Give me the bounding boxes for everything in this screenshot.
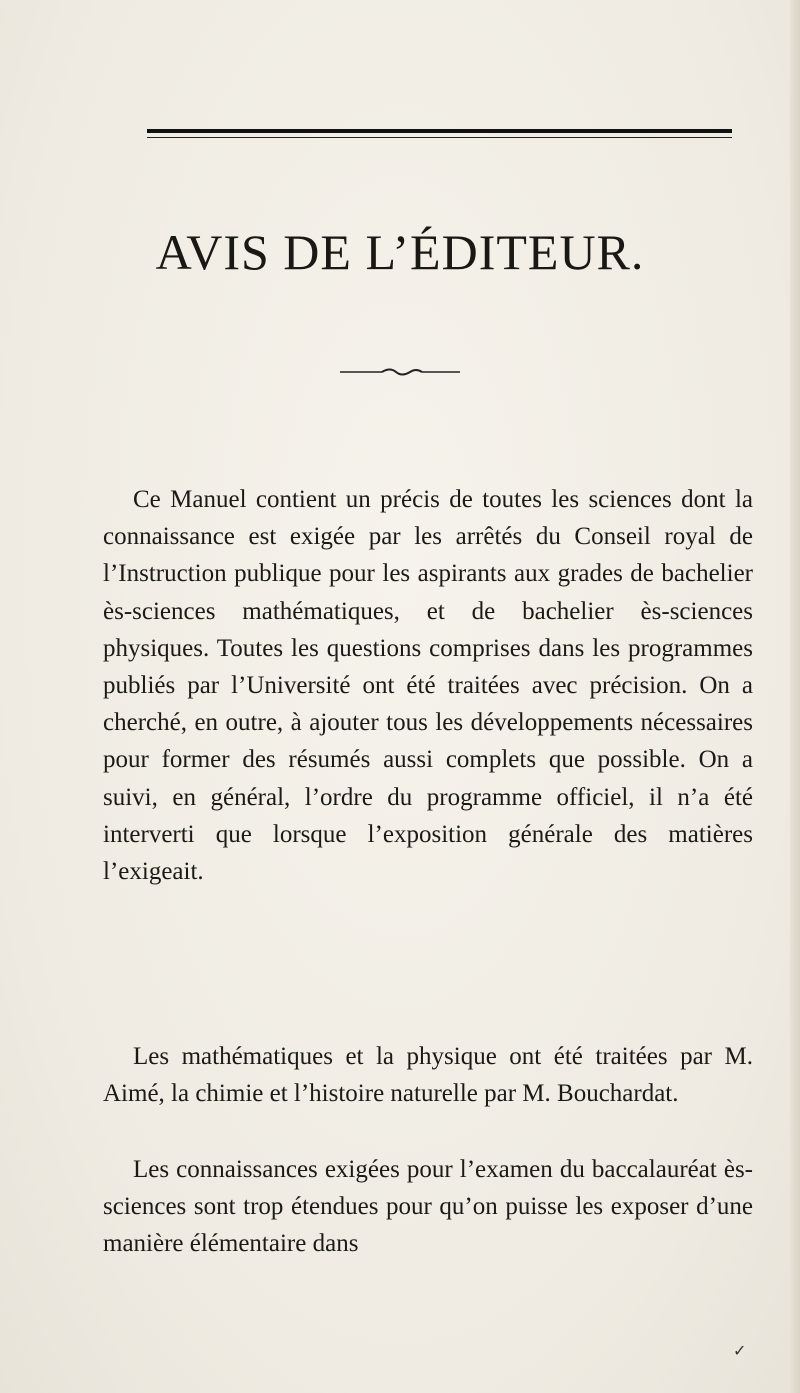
ornament-divider-icon bbox=[340, 366, 460, 378]
paragraph-knowledge bbox=[103, 1151, 753, 1263]
page-title: AVIS DE L’ÉDITEUR. bbox=[155, 224, 645, 280]
page-edge bbox=[790, 0, 800, 1393]
paragraph-authors bbox=[103, 1038, 753, 1112]
paragraph-intro bbox=[103, 481, 753, 890]
corner-tick-mark: ✓ bbox=[733, 1343, 747, 1360]
paragraph-text: Les mathématiques et la physique ont été traitées par M. Aimé, la chimie et l’histoire naturelle par M. Bouchardat. bbox=[103, 1043, 753, 1108]
header-rule-thick bbox=[147, 129, 732, 133]
header-rule-thin bbox=[147, 137, 732, 138]
paragraph-text: Ce Manuel contient un précis de toutes les sciences dont la connaissance est exigée par les arrêtés du Conseil royal de l’Instruction publique pour les aspirants aux grades de bachelier ès-sciences mathématiques, et de bachelier ès-sciences physiques. Toutes les questions comprises dans les programmes publiés par l’Université ont été traitées avec précision. On a cherché, en outre, à ajouter tous les développements nécessaires pour former des résumés aussi complets que possible. On a suivi, en général, l’ordre du programme officiel, il n’a été interverti que lorsque l’exposition générale des matières l’exigeait. bbox=[103, 486, 753, 886]
paragraph-text: Les connaissances exigées pour l’examen du baccalauréat ès-sciences sont trop étendues pour qu’on puisse les exposer d’une manière élémentaire dans bbox=[103, 1156, 753, 1258]
